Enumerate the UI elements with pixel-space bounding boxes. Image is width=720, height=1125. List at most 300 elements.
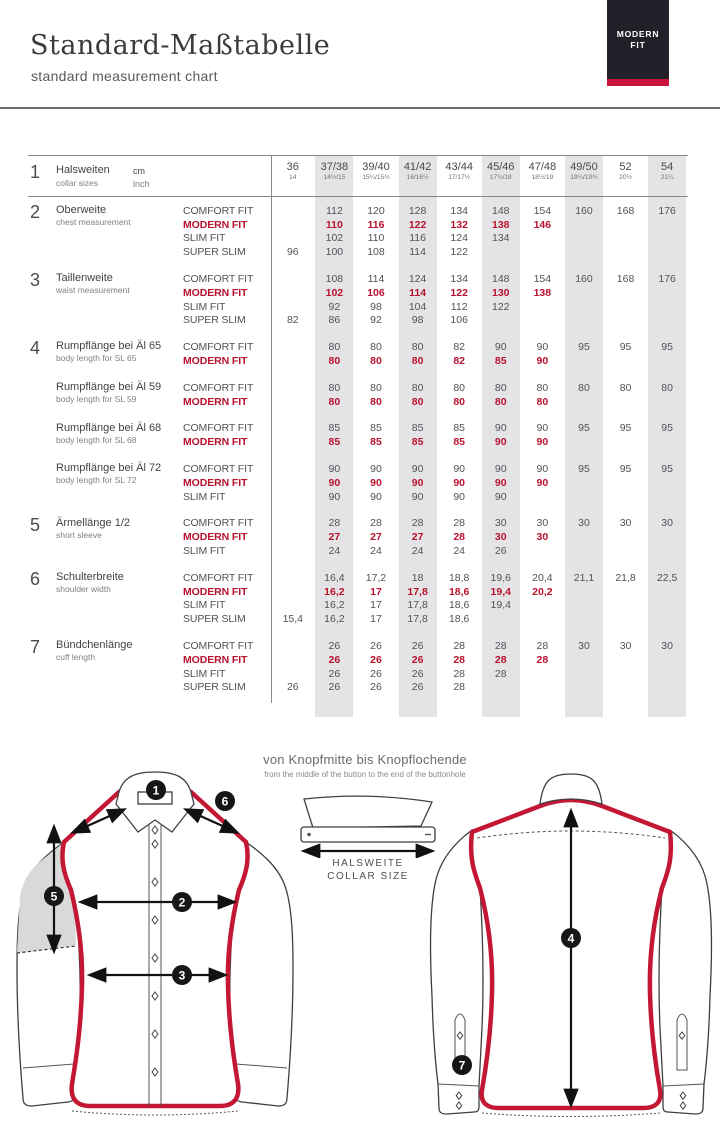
value-cell: 80 [453,381,466,394]
svg-text:4: 4 [567,931,575,946]
value-cell: 90 [494,476,507,489]
collar-cm-value: 36 [286,161,299,173]
collar-inch-value: 16/16½ [406,174,429,181]
value-cell: 95 [661,422,673,435]
value-cell: 30 [619,517,632,530]
collar-size-cell [272,156,314,196]
collar-cm-value: 41/42 [403,161,432,173]
value-cell: 85 [370,436,382,449]
value-cell: 112 [450,300,468,313]
value-cell: 112 [326,204,343,217]
label-de: Taillenweite [56,272,113,285]
value-cell: 90 [328,463,341,476]
measurement-group [28,514,688,558]
svg-text:7: 7 [458,1058,466,1073]
value-cell: 98 [411,314,424,327]
value-cell: 90 [494,463,507,476]
value-cell: 80 [494,395,507,408]
shirt-back-diagram [425,768,717,1118]
value-cell: 90 [536,422,549,435]
value-cell: 20,4 [532,571,553,584]
svg-text:1: 1 [152,783,160,798]
value-cell: 90 [370,490,382,503]
value-cell: 146 [533,218,552,231]
svg-text:5: 5 [50,889,58,904]
value-cell: 90 [453,490,466,503]
value-cell: 80 [370,381,382,394]
collar-size-cell [563,156,605,196]
value-cell: 130 [492,286,510,299]
value-cell: 154 [533,273,552,286]
value-cell: 114 [409,246,426,259]
collar-cm-value: 39/40 [362,161,390,173]
fit-label: COMFORT FIT [183,273,254,286]
value-cell: 132 [450,218,468,231]
collar-cm-value: 37/38 [320,161,349,173]
value-cell: 17 [370,599,382,612]
value-cell: 122 [408,218,427,231]
collar-size-row [28,155,688,197]
marker-7-badge [452,1055,472,1075]
row-number: 4 [30,338,41,359]
measurement-label [56,517,182,540]
value-cell: 98 [370,300,382,313]
header-divider [0,107,720,109]
measurement-group [28,381,688,409]
value-cell: 86 [328,314,341,327]
fit-label: SLIM FIT [183,599,226,612]
value-cell: 28 [494,640,507,653]
value-cell: 96 [286,246,299,259]
collar-cm-value: 52 [619,161,632,173]
collar-size-cell [605,156,647,196]
value-cell: 128 [408,204,427,217]
buttonhole-note-de: von Knopfmitte bis Knopflochende [263,752,467,767]
label-en: body length for SL 68 [56,434,137,445]
collar-size-cell [355,156,397,196]
collar-band-shape [301,827,435,842]
value-cell: 30 [578,517,590,530]
value-cell: 18,6 [448,599,470,612]
collar-size-cells [272,156,688,196]
value-cell: 106 [450,314,468,327]
collar-size-cell [646,156,688,196]
value-cell: 24 [370,545,382,558]
fit-row [28,599,688,613]
fit-label: COMFORT FIT [183,463,254,476]
value-cell: 176 [658,273,676,286]
collar-inch-value: 15¼/15¾ [362,174,390,181]
collar-top-shape [304,796,432,828]
measurement-label [56,381,182,404]
collar-button-icon [307,833,311,837]
label-de: Rumpflänge bei Äl 68 [56,421,162,434]
value-cell: 114 [409,286,427,299]
label-de: Oberweite [56,204,107,216]
collar-inch-value: 14½/15 [323,174,346,181]
value-cell: 124 [408,273,427,286]
value-cell: 26 [411,653,424,666]
value-cell: 28 [494,653,507,666]
value-cell: 154 [533,204,552,217]
label-en: body length for SL 59 [56,393,137,404]
value-cell: 21,1 [573,571,595,584]
value-cell: 30 [619,640,632,653]
value-cell: 17 [370,585,382,598]
value-cell: 17,8 [407,599,428,612]
value-cell: 122 [492,300,510,313]
badge-line1: MODERN [616,29,660,39]
fit-label: MODERN FIT [183,286,248,299]
value-cell: 28 [411,517,424,530]
collar-inch-value: 17¾/18 [489,174,512,181]
back-hem-stitch [482,1113,660,1117]
value-cell: 27 [328,531,341,544]
fit-label: MODERN FIT [183,585,248,598]
value-cell: 26 [370,681,382,694]
value-cell: 85 [494,355,507,368]
value-cell: 28 [370,517,382,530]
value-cell: 30 [494,531,507,544]
value-cell: 90 [536,341,549,354]
fit-label: MODERN FIT [183,355,248,368]
label-de: Halsweiten [56,164,110,176]
value-cell: 148 [492,204,510,217]
collar-band-diagram [298,792,438,858]
value-cell: 80 [328,341,341,354]
fit-row [28,544,688,558]
value-cell: 134 [450,204,468,217]
fit-label: COMFORT FIT [183,422,254,435]
label-en: waist measurement [56,285,130,296]
collar-cm-value: 45/46 [487,161,515,173]
value-cell: 80 [370,355,382,368]
fit-label: MODERN FIT [183,653,248,666]
value-cell: 80 [578,381,590,394]
fit-label: MODERN FIT [183,476,248,489]
unit-cm: cm [133,166,145,176]
measurement-label [56,422,182,445]
value-cell: 30 [661,640,673,653]
value-cell: 80 [536,381,549,394]
fit-label: SUPER SLIM [183,246,246,259]
value-cell: 138 [492,218,510,231]
label-en: collar sizes [56,178,99,188]
value-cell: 95 [578,422,590,435]
label-en: shoulder width [56,583,111,594]
value-cell: 30 [661,517,673,530]
value-cell: 116 [367,218,385,231]
label-de: Rumpflänge bei Äl 65 [56,340,162,353]
value-cell: 134 [450,273,468,286]
fit-row [28,245,688,259]
value-cell: 26 [370,640,382,653]
label-en: body length for SL 72 [56,475,137,486]
value-cell: 30 [536,517,549,530]
fit-label: COMFORT FIT [183,517,254,530]
value-cell: 18,6 [448,613,470,626]
front-hem-stitch [72,1111,238,1115]
modern-fit-badge [607,0,669,86]
label-de: Bündchenlänge [56,639,133,652]
value-cell: 20,2 [532,585,553,598]
value-cell: 90 [494,341,507,354]
collar-inch-value: 19¼/19¾ [570,174,598,181]
measurement-group [28,340,688,368]
measurement-label [56,272,182,295]
value-cell: 80 [411,395,424,408]
value-cell: 80 [411,381,424,394]
value-cell: 17,8 [407,613,428,626]
value-cell: 80 [411,341,424,354]
value-cell: 90 [453,463,466,476]
value-cell: 85 [328,436,341,449]
value-cell: 110 [325,218,343,231]
value-cell: 24 [453,545,466,558]
value-cell: 90 [411,463,424,476]
measurement-label [56,462,182,485]
value-cell: 80 [370,341,382,354]
value-cell: 90 [328,490,341,503]
fit-label: SUPER SLIM [183,613,246,626]
fit-row [28,681,688,695]
value-cell: 95 [619,463,632,476]
fit-row [28,667,688,681]
shirt-front-diagram [12,768,302,1118]
value-cell: 17 [370,613,382,626]
fit-label: SLIM FIT [183,300,226,313]
value-cell: 90 [370,476,382,489]
collar-size-cell [480,156,522,196]
collar-size-cell [522,156,564,196]
collar-inch-value: 21¼ [660,174,674,181]
measurement-group [28,568,688,626]
label-en: cuff length [56,652,96,663]
value-cell: 80 [328,395,341,408]
value-cell: 95 [661,463,673,476]
value-cell: 176 [658,204,676,217]
value-cell: 80 [536,395,549,408]
value-cell: 85 [411,436,424,449]
fit-label: COMFORT FIT [183,204,254,217]
value-cell: 85 [370,422,382,435]
fit-label: SUPER SLIM [183,681,246,694]
value-cell: 80 [370,395,382,408]
value-cell: 24 [328,545,341,558]
value-cell: 90 [453,476,466,489]
value-cell: 30 [536,531,549,544]
value-cell: 26 [370,667,382,680]
collar-label-en: COLLAR SIZE [327,871,409,882]
value-cell: 16,4 [324,571,345,584]
marker-4-badge [561,928,581,948]
value-cell: 85 [328,422,341,435]
unit-inch: inch [133,179,150,189]
table-groups [28,197,688,694]
collar-label-de: HALSWEITE [332,858,404,869]
label-en: chest measurement [56,217,131,227]
value-cell: 26 [370,653,382,666]
value-cell: 90 [411,476,424,489]
value-cell: 124 [450,232,468,245]
value-cell: 19,6 [490,571,511,584]
label-en: short sleeve [56,529,102,540]
value-cell: 28 [453,517,466,530]
marker-1-badge [146,780,166,800]
fit-row [28,314,688,328]
value-cell: 26 [411,681,424,694]
value-cell: 90 [536,476,549,489]
measurement-label [56,204,182,227]
collar-inch-value: 17/17½ [448,174,471,181]
value-cell: 28 [536,653,549,666]
value-cell: 106 [367,286,385,299]
badge-line2: FIT [630,40,646,50]
collar-size-cell [397,156,439,196]
fit-label: MODERN FIT [183,395,248,408]
measurement-table [28,155,688,730]
measurement-group [28,462,688,503]
collar-inch-value: 14 [289,174,297,181]
value-cell: 16,2 [324,613,345,626]
value-cell: 28 [453,681,466,694]
value-cell: 116 [409,232,426,245]
badge-red-strip [607,79,669,86]
value-cell: 114 [367,273,385,286]
value-cell: 102 [325,232,344,245]
page-subtitle: standard measurement chart [31,68,218,84]
value-cell: 90 [370,463,382,476]
value-cell: 82 [453,355,466,368]
value-cell: 110 [367,232,385,245]
value-cell: 27 [370,531,382,544]
fit-row [28,232,688,246]
value-cell: 30 [578,640,590,653]
value-cell: 108 [367,246,385,259]
back-collar [540,774,602,804]
fit-label: SLIM FIT [183,232,226,245]
value-cell: 17,2 [365,571,387,584]
label-en: body length for SL 65 [56,353,137,364]
collar-size-cell [438,156,480,196]
value-cell: 122 [450,286,468,299]
label-de: Schulterbreite [56,570,124,583]
value-cell: 90 [536,463,549,476]
value-cell: 95 [578,463,590,476]
value-cell: 82 [286,314,299,327]
fit-label: SLIM FIT [183,490,226,503]
fit-label: SLIM FIT [183,667,226,680]
value-cell: 120 [367,204,385,217]
value-cell: 24 [411,545,424,558]
value-cell: 168 [616,204,635,217]
value-cell: 26 [411,640,424,653]
value-cell: 28 [328,517,341,530]
value-cell: 148 [492,273,510,286]
marker-2-badge [172,892,192,912]
value-cell: 160 [575,273,593,286]
value-cell: 90 [536,355,549,368]
collar-cm-value: 49/50 [570,161,598,173]
value-cell: 168 [616,273,635,286]
fit-label: COMFORT FIT [183,381,254,394]
fit-label: COMFORT FIT [183,571,254,584]
value-cell: 138 [533,286,552,299]
measurement-group [28,422,688,450]
marker-5-badge [44,886,64,906]
label-de: Rumpflänge bei Äl 59 [56,380,162,393]
value-cell: 80 [411,355,424,368]
collar-cm-value: 54 [661,161,674,173]
value-cell: 18,8 [448,571,470,584]
value-cell: 26 [286,681,299,694]
collar-cm-value: 47/48 [528,161,557,173]
measurement-label [56,340,182,363]
value-cell: 80 [328,381,341,394]
row-number: 6 [30,568,41,589]
value-cell: 80 [453,395,466,408]
value-cell: 85 [411,422,424,435]
row-number: 3 [30,270,41,291]
fit-label: MODERN FIT [183,531,248,544]
value-cell: 26 [328,653,341,666]
fit-label: MODERN FIT [183,436,248,449]
value-cell: 28 [453,640,466,653]
value-cell: 30 [494,517,507,530]
value-cell: 80 [619,381,632,394]
value-cell: 27 [411,531,424,544]
value-cell: 122 [450,246,468,259]
value-cell: 26 [411,667,424,680]
fit-label: SUPER SLIM [183,314,246,327]
value-cell: 26 [328,640,341,653]
value-cell: 28 [453,531,466,544]
value-cell: 95 [578,341,590,354]
value-cell: 28 [494,667,507,680]
value-cell: 92 [328,300,341,313]
value-cell: 90 [494,436,507,449]
value-cell: 95 [661,341,673,354]
collar-size-cell [314,156,356,196]
value-cell: 19,4 [490,599,511,612]
label-de: Ärmellänge 1/2 [56,516,130,529]
value-cell: 108 [325,273,344,286]
svg-text:6: 6 [221,794,229,809]
value-cell: 82 [453,341,466,354]
marker-3-badge [172,965,192,985]
value-cell: 22,5 [656,571,678,584]
value-cell: 90 [411,490,424,503]
fit-row [28,490,688,504]
buttonhole-note-en: from the middle of the button to the end of the buttonhole [264,770,466,779]
value-cell: 26 [494,545,507,558]
value-cell: 26 [328,681,341,694]
value-cell: 95 [619,341,632,354]
marker-6-badge [215,791,235,811]
svg-text:2: 2 [178,895,186,910]
value-cell: 16,2 [324,599,345,612]
measurement-group [28,204,688,259]
measurement-label [56,571,182,594]
page-title: Standard-Maßtabelle [30,30,331,61]
value-cell: 85 [453,422,466,435]
measurement-group [28,272,688,327]
value-cell: 26 [328,667,341,680]
label-de: Rumpflänge bei Äl 72 [56,462,162,475]
row-number: 1 [30,162,41,182]
fit-row [28,612,688,626]
value-cell: 28 [453,653,466,666]
